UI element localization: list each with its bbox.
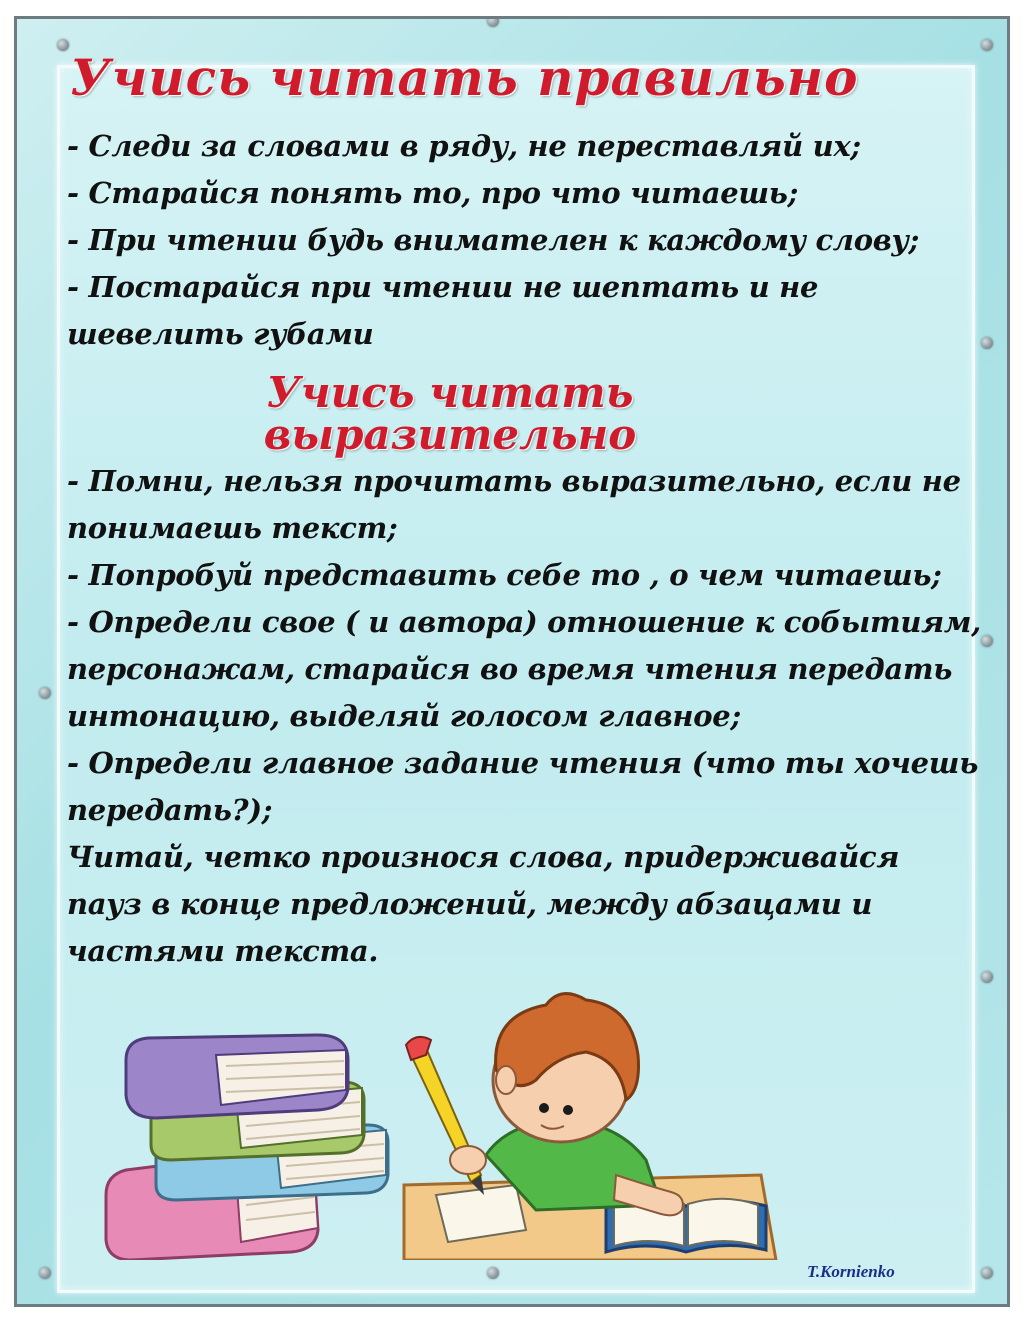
rivet-icon [981, 39, 993, 51]
rule-item: - Помни, нельзя прочитать выразительно, если не понимаешь текст; [67, 464, 961, 545]
purple-book-icon [126, 1035, 348, 1118]
expressive-reading-rules [67, 458, 982, 975]
correct-reading-rules [67, 123, 982, 358]
rivet-icon [981, 1267, 993, 1279]
main-title: Учись читать правильно [70, 48, 859, 107]
rule-item: Читай, четко произнося слова, придерживайся пауз в конце предложений, между абзацами и частями текста. [67, 840, 900, 968]
rule-item: - Следи за словами в ряду, не переставляй их; [67, 129, 861, 163]
rivet-icon [487, 1267, 499, 1279]
rule-item: - Попробуй представить себе то , о чем читаешь; [67, 558, 942, 592]
rule-item: - Определи свое ( и автора) отношение к событиям, персонажам, старайся во время чтения передать интонацию, выделяй голосом главное; [67, 605, 981, 733]
rivet-icon [981, 971, 993, 983]
rule-item: - Старайся понять то, про что читаешь; [67, 176, 798, 210]
rivet-icon [981, 337, 993, 349]
rule-item: - Постарайся при чтении не шептать и не шевелить губами [67, 270, 819, 351]
secondary-title: Учись читать выразительно [263, 368, 637, 459]
rivet-icon [487, 16, 499, 27]
boy-with-books-illustration [86, 960, 806, 1260]
rivet-icon [39, 1267, 51, 1279]
signature: T.Kornienko [807, 1262, 895, 1281]
rivet-icon [39, 687, 51, 699]
rule-item: - При чтении будь внимателен к каждому слову; [67, 223, 919, 257]
rivet-icon [981, 635, 993, 647]
rule-item: - Определи главное задание чтения (что ты хочешь передать?); [67, 746, 979, 827]
rivet-icon [57, 39, 69, 51]
